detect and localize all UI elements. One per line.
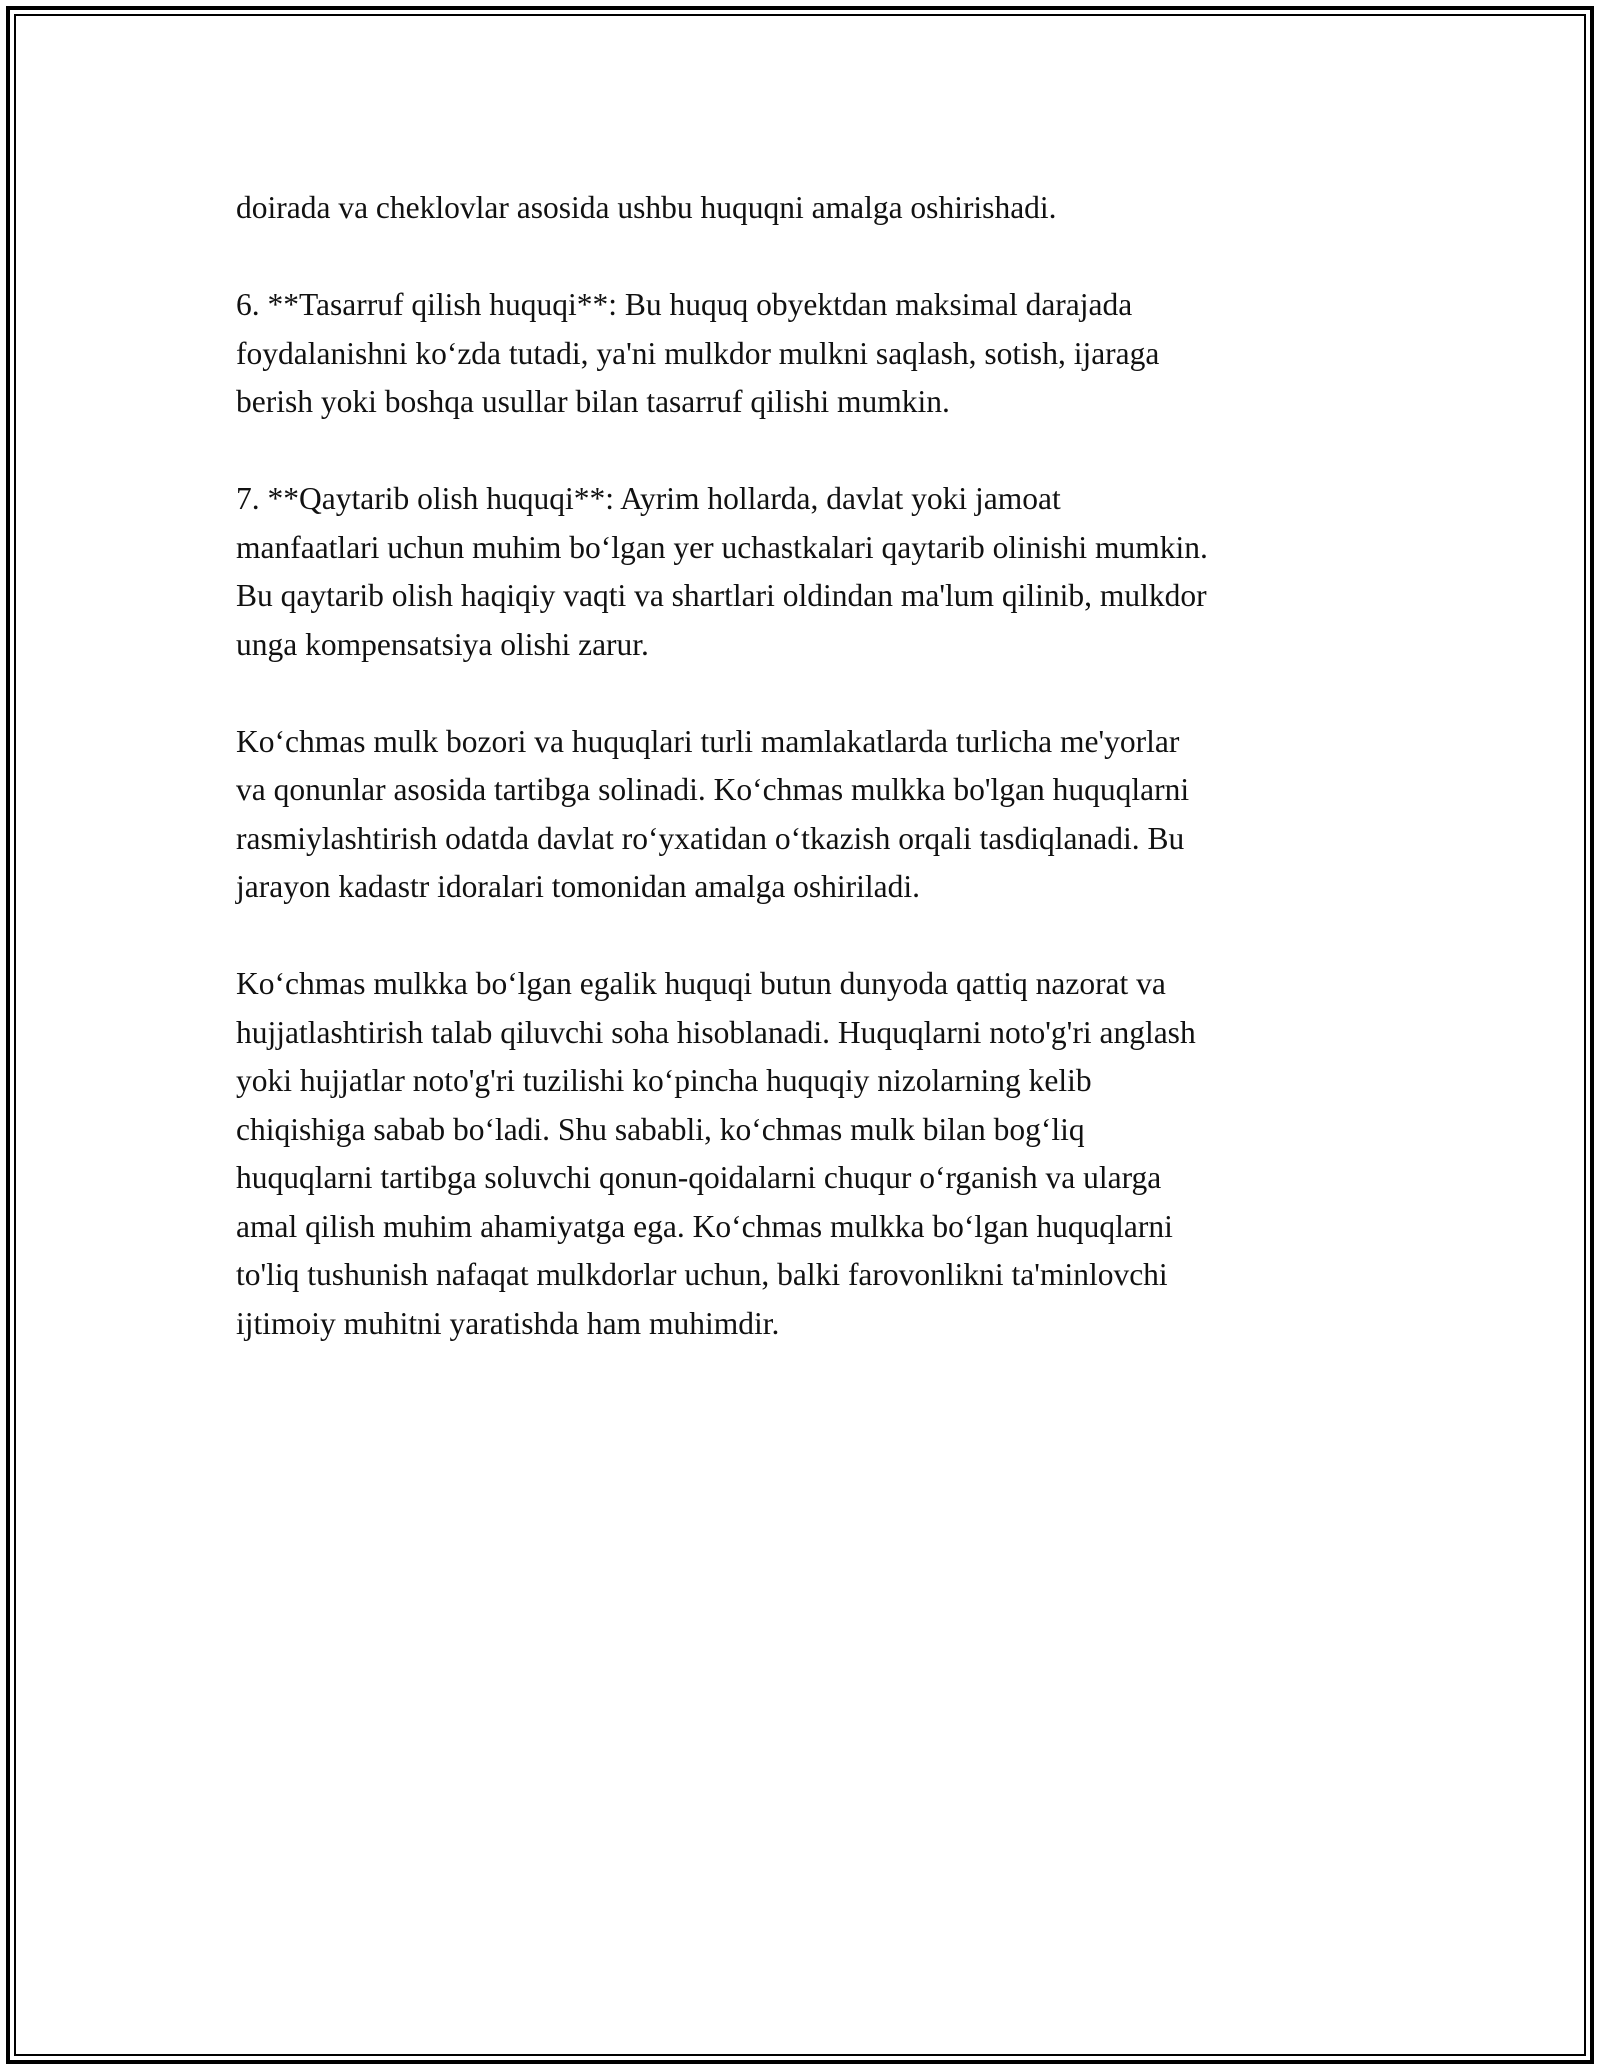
paragraph-item-7 — [236, 475, 1376, 669]
text-line: 7. **Qaytarib olish huquqi**: Ayrim hollarda, davlat yoki jamoat — [236, 481, 1061, 516]
text-line: huquqlarni tartibga soluvchi qonun-qoidalarni chuqur o‘rganish va ularga — [236, 1160, 1162, 1195]
text-line: Ko‘chmas mulkka bo‘lgan egalik huquqi butun dunyoda qattiq nazorat va — [236, 966, 1166, 1001]
paragraph-conclusion — [236, 960, 1376, 1348]
text-line: Ko‘chmas mulk bozori va huquqlari turli mamlakatlarda turlicha me'yorlar — [236, 723, 1180, 759]
paragraph-regulation — [236, 718, 1376, 912]
document-body — [236, 184, 1376, 1397]
text-line: va qonunlar asosida tartibga solinadi. Ko‘chmas mulkka bo'lgan huquqlarni — [236, 772, 1190, 807]
text-line: rasmiylashtirish odatda davlat ro‘yxatidan o‘tkazish orqali tasdiqlanadi. Bu — [236, 820, 1185, 856]
text-line: manfaatlari uchun muhim bo‘lgan yer uchastkalari qaytarib olinishi mumkin. — [236, 529, 1208, 565]
text-line: foydalanishni ko‘zda tutadi, ya'ni mulkdor mulkni saqlash, sotish, ijaraga — [236, 335, 1160, 371]
paragraph-continuation — [236, 184, 1376, 233]
text-line: chiqishiga sabab bo‘ladi. Shu sababli, ko‘chmas mulk bilan bog‘liq — [236, 1111, 1085, 1147]
paragraph-item-6 — [236, 281, 1376, 427]
text-line: unga kompensatsiya olishi zarur. — [236, 626, 649, 662]
text-line: to'liq tushunish nafaqat mulkdorlar uchun, balki farovonlikni ta'minlovchi — [236, 1257, 1168, 1292]
text-line: hujjatlashtirish talab qiluvchi soha hisoblanadi. Huquqlarni noto'g'ri anglash — [236, 1014, 1196, 1050]
text-line: doirada va cheklovlar asosida ushbu huquqni amalga oshirishadi. — [236, 190, 1057, 225]
text-line: yoki hujjatlar noto'g'ri tuzilishi ko‘pincha huquqiy nizolarning kelib — [236, 1063, 1092, 1098]
text-line: 6. **Tasarruf qilish huquqi**: Bu huquq obyektdan maksimal darajada — [236, 287, 1133, 322]
text-line: amal qilish muhim ahamiyatga ega. Ko‘chmas mulkka bo‘lgan huquqlarni — [236, 1208, 1173, 1244]
text-line: berish yoki boshqa usullar bilan tasarruf qilishi mumkin. — [236, 384, 950, 419]
text-line: ijtimoiy muhitni yaratishda ham muhimdir. — [236, 1305, 780, 1341]
text-line: Bu qaytarib olish haqiqiy vaqti va shartlari oldindan ma'lum qilinib, mulkdor — [236, 578, 1207, 613]
text-line: jarayon kadastr idoralari tomonidan amalga oshiriladi. — [236, 869, 921, 904]
